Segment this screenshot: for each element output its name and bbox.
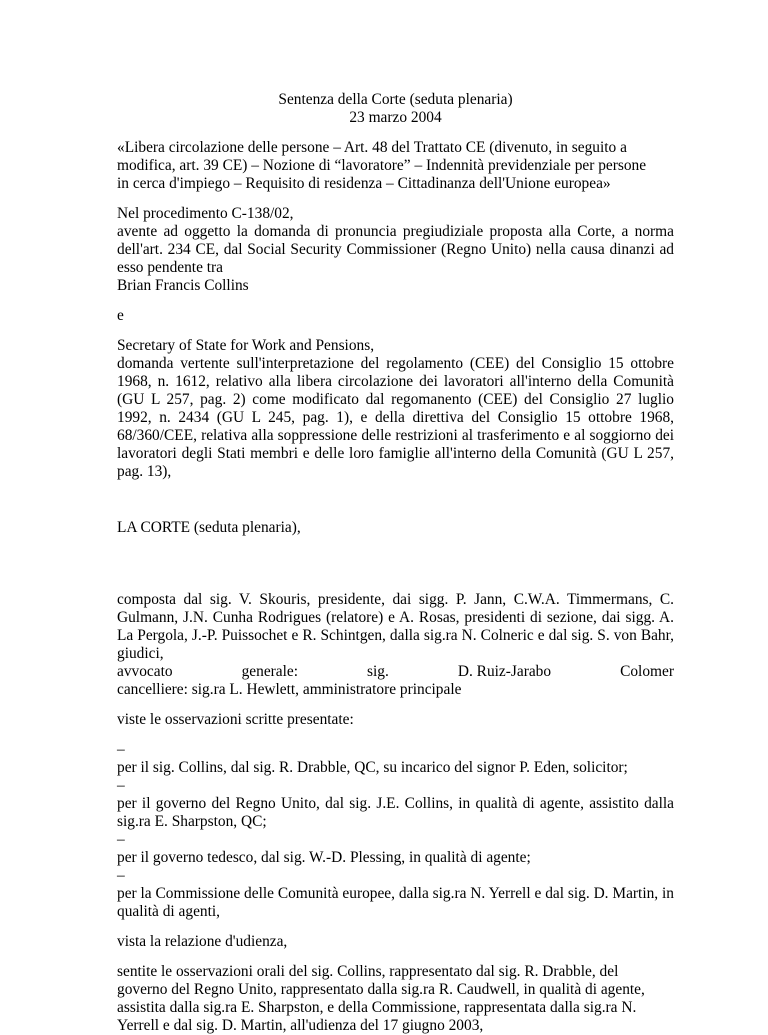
preliminary-question: domanda vertente sull'interpretazione del regolamento (CEE) del Consiglio 15 ottobre 1968, n. 1612, relativo alla libera circolazione dei lavoratori all'interno della Comunità (GU L 257, pag. 2) come modificato dal regomanento (CEE) del Consiglio 27 luglio 1992, n. 2434 (GU L 245, pag. 1), e della direttiva del Consiglio 15 ottobre 1968, 68/360/CEE, relativa alla soppressione delle restrizioni al trasferimento e al soggiorno dei lavoratori degli Stati membri e delle loro famiglie all'interno della Comunità (GU L 257, pag. 13), bbox=[117, 355, 674, 480]
oral-observations-line: assistita dalla sig.ra E. Sharpston, e della Commissione, rappresentata dalla sig.ra N. bbox=[117, 999, 637, 1016]
observations-intro: viste le osservazioni scritte presentate: bbox=[117, 711, 354, 728]
ag-word: Colomer bbox=[620, 663, 674, 680]
observation-item: per il governo tedesco, dal sig. W.-D. Plessing, in qualità di agente; bbox=[117, 849, 531, 866]
party-applicant: Brian Francis Collins bbox=[117, 277, 249, 294]
ag-word: sig. bbox=[367, 663, 389, 680]
court-composition: composta dal sig. V. Skouris, presidente, dai sigg. P. Jann, C.W.A. Timmermans, C. Gulmann, J.N. Cunha Rodrigues (relatore) e A. Rosas, presidenti di sezione, dai sigg. A. La Pergola, J.-P. Puissochet e R. Schintgen, dalla sig.ra N. Colneric e dal sig. S. von Bahr, giudici, bbox=[117, 591, 674, 662]
oral-observations-line: sentite le osservazioni orali del sig. Collins, rappresentato dal sig. R. Drabble, del bbox=[117, 963, 619, 980]
list-dash: – bbox=[117, 741, 125, 758]
judgment-date: 23 marzo 2004 bbox=[349, 109, 442, 126]
observation-item: per il sig. Collins, dal sig. R. Drabble, QC, su incarico del signor P. Eden, solicitor; bbox=[117, 759, 628, 776]
hearing-report: vista la relazione d'udienza, bbox=[117, 933, 288, 950]
list-dash: – bbox=[117, 867, 125, 884]
observation-item: per il governo del Regno Unito, dal sig. J.E. Collins, in qualità di agente, assistito dalla sig.ra E. Sharpston, QC; bbox=[117, 795, 674, 830]
list-dash: – bbox=[117, 777, 125, 794]
keywords-line: modifica, art. 39 CE) – Nozione di “lavoratore” – Indennità previdenziale per persone bbox=[117, 157, 647, 174]
judgment-heading: Sentenza della Corte (seduta plenaria) bbox=[278, 91, 513, 108]
keywords-line: «Libera circolazione delle persone – Art. 48 del Trattato CE (divenuto, in seguito a bbox=[117, 139, 627, 156]
document-page bbox=[117, 91, 674, 1035]
advocate-general bbox=[117, 663, 674, 681]
oral-observations-line: governo del Regno Unito, rappresentato dalla sig.ra R. Caudwell, in qualità di agente, bbox=[117, 981, 645, 998]
party-defendant: Secretary of State for Work and Pensions, bbox=[117, 337, 375, 354]
oral-observations bbox=[117, 963, 674, 1035]
court-label: LA CORTE (seduta plenaria), bbox=[117, 519, 301, 536]
reference-object: avente ad oggetto la domanda di pronuncia pregiudiziale proposta alla Corte, a norma dell'art. 234 CE, dal Social Security Commissioner (Regno Unito) nella causa dinanzi ad esso pendente tra bbox=[117, 223, 674, 276]
list-dash: – bbox=[117, 831, 125, 848]
oral-observations-line: Yerrell e dal sig. D. Martin, all'udienza del 17 giugno 2003, bbox=[117, 1017, 484, 1034]
case-number: Nel procedimento C-138/02, bbox=[117, 205, 294, 222]
ag-word: D. Ruiz-Jarabo bbox=[457, 663, 552, 680]
judgment-title bbox=[117, 91, 674, 127]
party-conjunction: e bbox=[117, 307, 124, 324]
observation-item: per la Commissione delle Comunità europee, dalla sig.ra N. Yerrell e dal sig. D. Martin, in qualità di agenti, bbox=[117, 885, 674, 920]
ag-word: generale: bbox=[241, 663, 298, 680]
ag-word: avvocato bbox=[117, 663, 173, 680]
keywords-line: in cerca d'impiego – Requisito di residenza – Cittadinanza dell'Unione europea» bbox=[117, 175, 611, 192]
keywords-block bbox=[117, 139, 674, 193]
observations-list bbox=[117, 741, 674, 921]
registrar: cancelliere: sig.ra L. Hewlett, amministratore principale bbox=[117, 681, 462, 698]
